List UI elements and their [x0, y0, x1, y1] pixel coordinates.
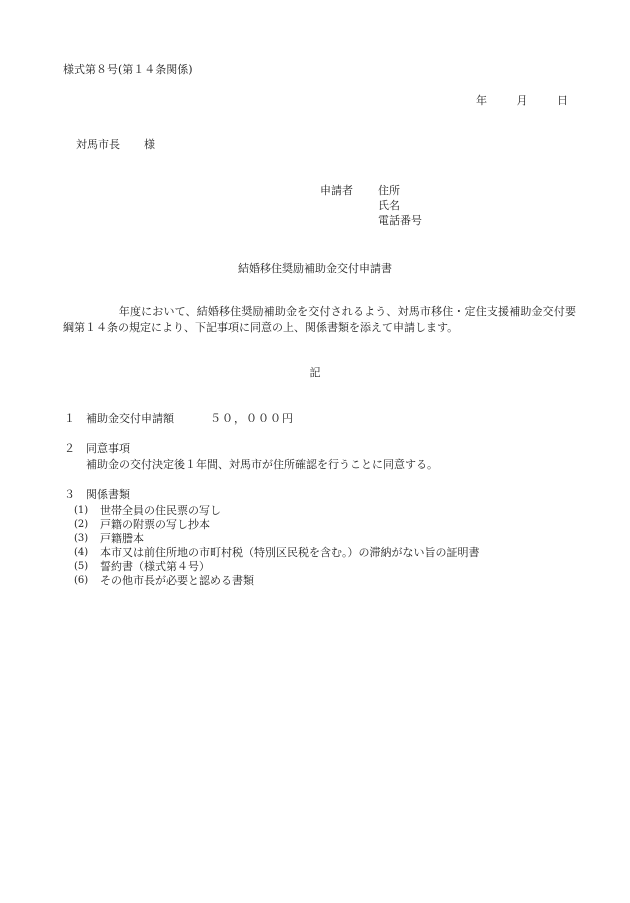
date-line	[476, 94, 568, 109]
date-day: 日	[557, 94, 568, 107]
list-item-number: (2)	[74, 519, 89, 530]
list-item-text: 誓約書（様式第４号）	[100, 560, 210, 573]
list-item-text: 戸籍の附票の写し抄本	[100, 518, 210, 531]
list-item	[74, 532, 480, 546]
address-label: 住所	[378, 184, 400, 197]
list-item-number: (4)	[74, 547, 89, 558]
consent-detail: 補助金の交付決定後１年間、対馬市が住所確認を行うことに同意する。	[86, 458, 438, 471]
date-month: 月	[516, 94, 528, 107]
item-label: 関係書類	[86, 488, 130, 501]
date-year: 年	[476, 94, 487, 107]
item-number: ２	[64, 442, 75, 455]
addressee-honorific: 様	[144, 138, 155, 151]
list-item-text: 本市又は前住所地の市町村税（特別区民税を含む。）の滞納がない旨の証明書	[100, 546, 480, 559]
ki-heading: 記	[309, 366, 321, 379]
phone-label: 電話番号	[378, 214, 422, 227]
list-item	[74, 560, 480, 574]
list-item-text: 戸籍謄本	[100, 532, 144, 545]
list-item-text: 世帯全員の住民票の写し	[100, 504, 221, 517]
form-number: 様式第８号(第１４条関係)	[63, 63, 193, 76]
list-item-text: その他市長が必要と認める書類	[100, 574, 254, 587]
list-item-number: (3)	[74, 533, 89, 544]
item-label: 同意事項	[86, 442, 130, 455]
list-item-number: (5)	[74, 561, 89, 572]
item-related-documents	[64, 488, 130, 503]
document-title: 結婚移住奨励補助金交付申請書	[238, 262, 392, 275]
list-item	[74, 546, 480, 560]
list-item	[74, 518, 480, 532]
list-item-number: (6)	[74, 575, 89, 586]
item-number: ３	[64, 488, 75, 501]
addressee-name: 対馬市長	[76, 138, 120, 151]
body-text: 年度において、結婚移住奨励補助金を交付されるよう、対馬市移住・定住支援補助金交付要綱第１４条の規定により、下記事項に同意の上、関係書類を添えて申請します。	[63, 305, 576, 334]
addressee	[76, 138, 155, 153]
name-label: 氏名	[378, 199, 400, 212]
list-item	[74, 574, 480, 588]
item-consent	[64, 442, 130, 457]
item-requested-amount	[64, 412, 294, 427]
item-label: 補助金交付申請額	[86, 412, 174, 425]
documents-list	[74, 504, 480, 588]
applicant-heading: 申請者	[320, 184, 353, 197]
list-item-number: (1)	[74, 505, 89, 516]
item-amount: ５０，０００円	[210, 412, 294, 425]
item-number: １	[64, 412, 75, 425]
list-item	[74, 504, 480, 518]
applicant-block	[320, 184, 422, 229]
